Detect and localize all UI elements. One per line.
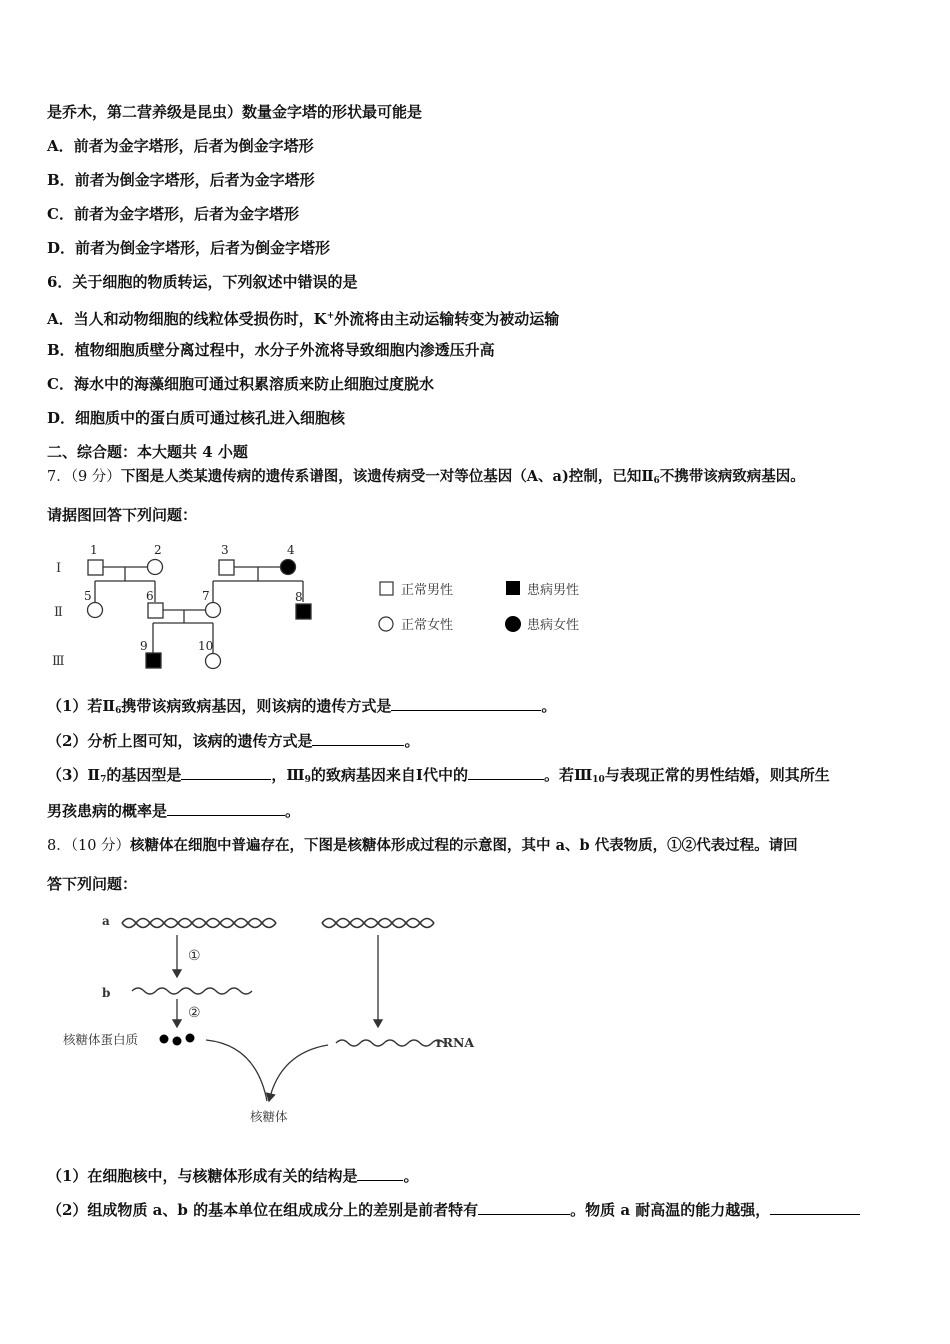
individual-5 — [88, 603, 103, 618]
q6-option-d: D．细胞质中的蛋白质可通过核孔进入细胞核 — [47, 409, 346, 427]
individual-8 — [296, 604, 311, 619]
individual-4 — [281, 560, 296, 575]
q8-part-1 — [47, 1166, 418, 1186]
q7-part-3-line-2 — [47, 801, 300, 821]
q6-option-a-sup: + — [326, 311, 335, 321]
q7-part-2 — [47, 731, 419, 751]
step-2-label: ② — [188, 1005, 201, 1021]
q7-p3-a: （3）Ⅱ — [47, 766, 101, 784]
individual-1 — [88, 560, 103, 575]
q7-stem-b: 不携带该病致病基因。 — [659, 468, 805, 485]
q7-p3-b: 的基因型是 — [106, 766, 182, 784]
individual-number: 9 — [140, 639, 148, 653]
legend-normal-male-icon — [380, 582, 393, 595]
q7-number: 7．（9 分） — [47, 469, 121, 485]
q8-p2-a: （2）组成物质 a、b 的基本单位在组成成分上的差别是前者特有 — [47, 1201, 479, 1219]
q7-stem-sub: 6 — [653, 476, 660, 486]
q6-option-b: B．植物细胞质壁分离过程中，水分子外流将导致细胞内渗透压升高 — [47, 341, 495, 359]
q7-p3-end: 。 — [285, 802, 301, 820]
legend-normal-male: 正常男性 — [401, 583, 454, 598]
legend-affected-female-icon — [505, 616, 521, 632]
q6-option-a-suffix: 外流将由主动运输转变为被动运输 — [334, 310, 560, 328]
q7-p3-origin-blank[interactable] — [468, 765, 544, 780]
q7-stem-2: 请据图回答下列问题： — [47, 506, 198, 524]
q5-stem-tail: 是乔木，第二营养级是昆虫）数量金字塔的形状最可能是 — [47, 103, 423, 121]
individual-2 — [148, 560, 163, 575]
q8-stem-2: 答下列问题： — [47, 875, 138, 893]
dna-helix-right — [322, 919, 434, 928]
q7-stem — [47, 467, 805, 491]
q8-stem-a: 核糖体在细胞中普遍存在，下图是核糖体形成过程的示意图，其中 a、b 代表物质，①②代表过程。请回 — [130, 837, 798, 854]
individual-number: 4 — [287, 543, 295, 557]
q5-option-a: A．前者为金字塔形，后者为倒金字塔形 — [47, 137, 314, 155]
pedigree-chart — [40, 538, 600, 678]
label-a: a — [102, 914, 110, 928]
q7-p3-c: ，Ⅲ — [271, 766, 305, 784]
q7-p2-a: （2）分析上图可知，该病的遗传方式是 — [47, 732, 313, 750]
ribosome-label: 核糖体 — [250, 1109, 288, 1124]
protein-dot — [186, 1034, 195, 1043]
q8-stem — [47, 836, 798, 856]
q7-part-1 — [47, 696, 556, 721]
q6-option-a — [47, 306, 559, 329]
individual-number: 1 — [90, 543, 98, 557]
q7-p3-probability-blank[interactable] — [167, 801, 285, 816]
q7-p1-sub: 6 — [115, 706, 122, 716]
individual-number: 3 — [221, 543, 229, 557]
individual-number: 6 — [146, 589, 154, 603]
q7-p3-line2: 男孩患病的概率是 — [47, 802, 168, 820]
q7-p1-a: （1）若Ⅱ — [47, 697, 116, 715]
arrow-rrna-to-ribosome — [269, 1045, 328, 1101]
individual-6 — [148, 603, 163, 618]
legend-affected-male: 患病男性 — [527, 583, 580, 598]
protein-dot — [173, 1037, 182, 1046]
rrna-label: rRNA — [436, 1035, 475, 1050]
q8-p2-answer-blank-1[interactable] — [478, 1200, 570, 1215]
q7-p3-sub3: 10 — [592, 775, 605, 785]
q5-option-d: D．前者为倒金字塔形，后者为倒金字塔形 — [47, 239, 331, 257]
q7-p3-genotype-blank[interactable] — [181, 765, 271, 780]
q8-p2-b: 。物质 a 耐高温的能力越强， — [570, 1201, 771, 1219]
individual-10 — [206, 654, 221, 669]
q8-p1-a: （1）在细胞核中，与核糖体形成有关的结构是 — [47, 1167, 358, 1185]
q5-option-c: C．前者为金字塔形，后者为金字塔形 — [47, 205, 299, 223]
q7-p3-d: 的致病基因来自Ⅰ代中的 — [310, 766, 468, 784]
q7-p2-end: 。 — [404, 732, 420, 750]
individual-7 — [206, 603, 221, 618]
q7-p1-b: 携带该病致病基因，则该病的遗传方式是 — [121, 697, 392, 715]
q8-p2-answer-blank-2[interactable] — [770, 1200, 860, 1215]
legend-normal-female: 正常女性 — [401, 618, 454, 633]
q6-stem: 6．关于细胞的物质转运，下列叙述中错误的是 — [47, 273, 358, 291]
q7-p2-answer-blank[interactable] — [312, 731, 404, 746]
q7-p3-f: 与表现正常的男性结婚，则其所生 — [604, 766, 830, 784]
individual-number: 8 — [295, 590, 303, 604]
q8-part-2 — [47, 1200, 860, 1220]
rrna-strand — [336, 1040, 444, 1046]
legend-affected-female: 患病女性 — [527, 618, 580, 633]
individual-9 — [146, 653, 161, 668]
q7-stem-a: 下图是人类某遗传病的遗传系谱图，该遗传病受一对等位基因（A、a)控制，已知Ⅱ — [120, 468, 654, 485]
q6-option-c: C．海水中的海藻细胞可通过积累溶质来防止细胞过度脱水 — [47, 375, 434, 393]
label-b: b — [102, 986, 111, 1000]
protein-dot — [160, 1035, 169, 1044]
individual-3 — [219, 560, 234, 575]
ribosomal-protein-label: 核糖体蛋白质 — [63, 1032, 139, 1047]
q7-p1-answer-blank[interactable] — [391, 696, 541, 711]
pedigree-legend — [379, 581, 579, 633]
q7-p1-end: 。 — [541, 697, 557, 715]
rna-strand-b — [132, 988, 252, 994]
dna-helix-a — [122, 919, 276, 928]
q8-p1-answer-blank[interactable] — [357, 1166, 403, 1181]
legend-normal-female-icon — [379, 617, 393, 631]
q8-number: 8．（10 分） — [47, 838, 131, 854]
individual-number: 5 — [84, 589, 92, 603]
q7-p3-sub1: 7 — [100, 775, 107, 785]
generation-label: Ⅱ — [54, 605, 63, 620]
q5-option-b: B．前者为倒金字塔形，后者为金字塔形 — [47, 171, 315, 189]
individual-number: 2 — [154, 543, 162, 557]
generation-label: Ⅲ — [52, 654, 65, 669]
q7-p3-sub2: 9 — [304, 775, 311, 785]
q7-part-3 — [47, 765, 830, 790]
individual-number: 7 — [202, 589, 210, 603]
ribosome-diagram — [60, 905, 500, 1135]
arrow-protein-to-ribosome — [206, 1040, 267, 1101]
legend-affected-male-icon — [506, 581, 520, 595]
generation-label: Ⅰ — [56, 561, 62, 576]
individual-number: 10 — [198, 639, 214, 653]
section-2-title: 二、综合题：本大题共 4 小题 — [47, 443, 248, 461]
q7-p3-e: 。若Ⅲ — [543, 766, 593, 784]
q6-option-a-prefix: A．当人和动物细胞的线粒体受损伤时，K — [47, 310, 327, 328]
step-1-label: ① — [188, 948, 201, 964]
q8-p1-end: 。 — [403, 1167, 419, 1185]
